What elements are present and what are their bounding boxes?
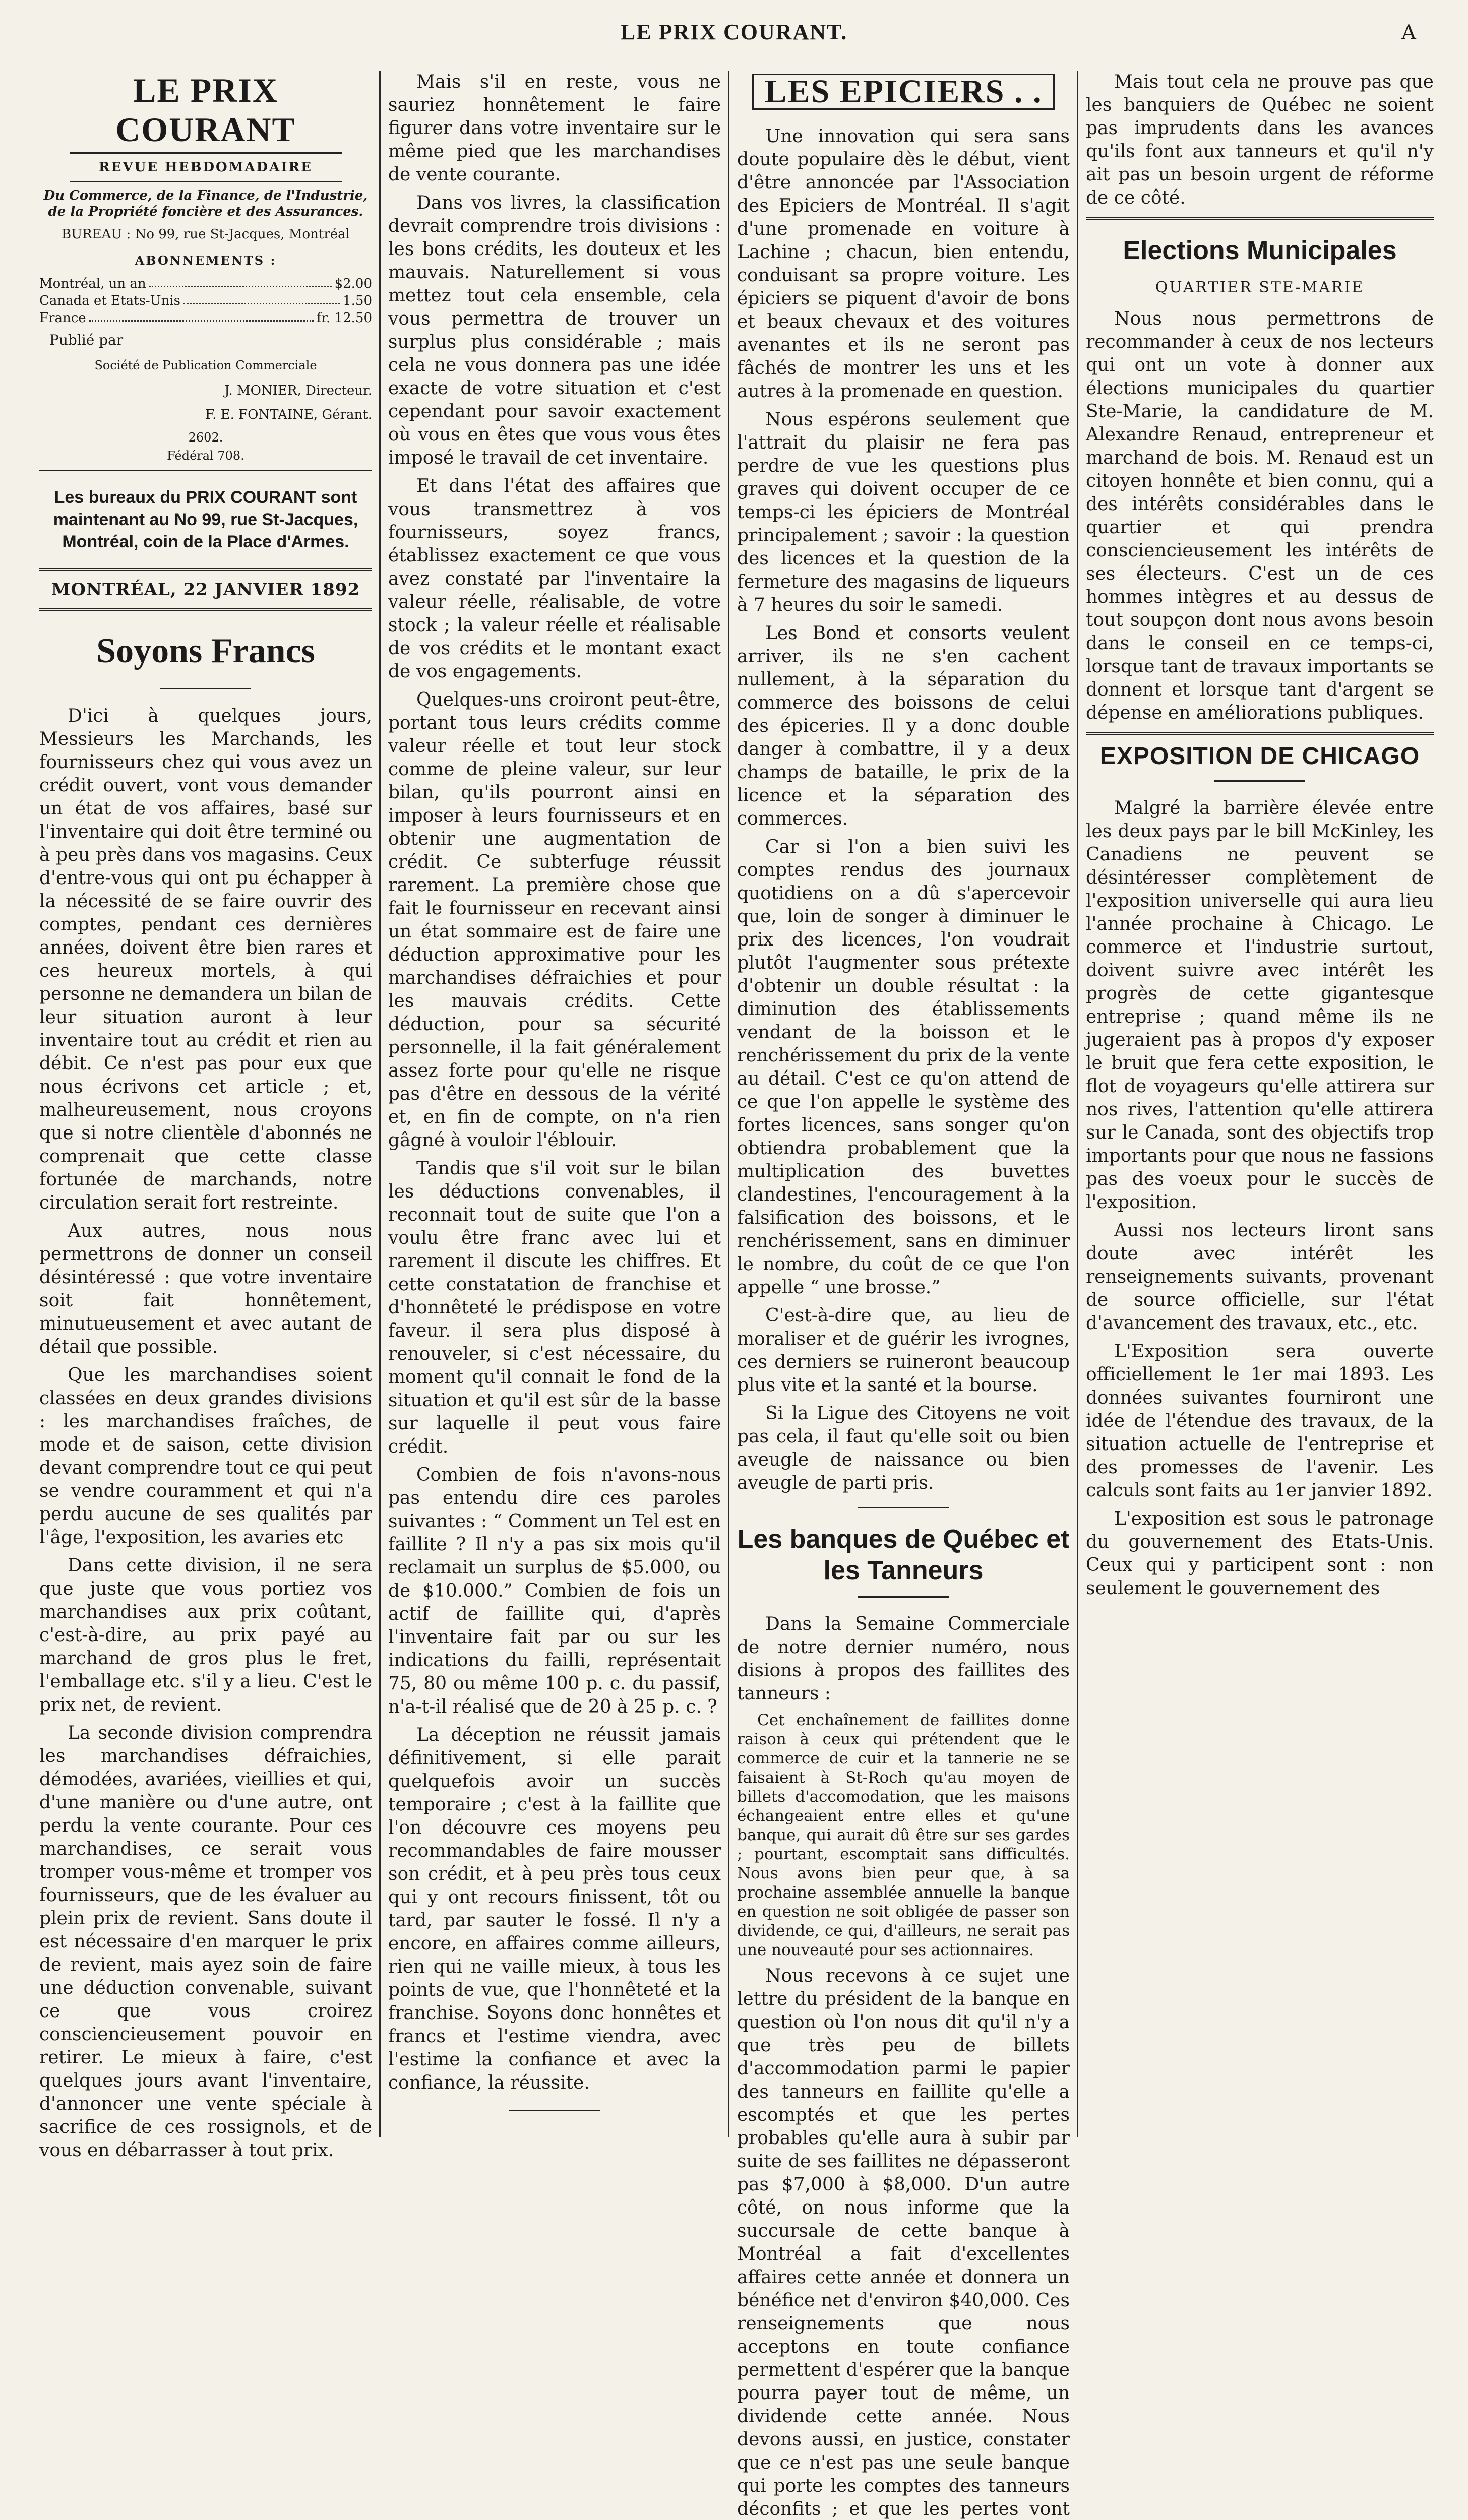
- article-paragraph: Car si l'on a bien suivi les comptes rendus des journaux quotidiens on a dû s'apercevoir que, loin de songer à diminuer le prix des licences, l'on voudrait plutôt l'augmenter sous prétexte d'obtenir un double résultat : la diminution des établissements vendant de la boisson et le renchérissement du prix de la vente au détail. C'est ce qu'on attend de ce que l'on appelle le système des fortes licences, sans songer qu'on obtiendra probablement que la multiplication des buvettes clandestines, l'encouragement à la falsification des boissons, et le renchérissement, sans en diminuer le nombre, du coût de ce que l'on appelle “ une brosse.”: [737, 837, 1070, 1298]
- masthead-office: BUREAU : No 99, rue St-Jacques, Montréal: [62, 227, 350, 242]
- article-paragraph: Nous recevons à ce sujet une lettre du président de la banque en question où l'on nous dit qu'il n'y a que très peu de billets d'accommodation parmi le papier des tanneurs en faillite qu'elle a escomptés et que les pertes probables qu'elle aura à subir par suite de ses faillites ne dépasseront pas $7,000 à $8,000. D'un autre côté, on nous informe que la succursale de cette banque à Montréal a fait d'excellentes affaires cette année et donnera un bénéfice net d'environ $40,000. Ces renseignements que nous acceptons en toute confiance permettent d'espérer que la banque pourra payer tout de même, un dividende cette année. Nous devons aussi, en justice, constater que ce n'est pas une seule banque qui porte les comptes des tanneurs déconfits ; et que les pertes vont: [737, 1966, 1070, 2519]
- article-paragraph: Nous espérons seulement que l'attrait du plaisir ne fera pas perdre de vue les questions plus graves qui doivent occuper de ce temps-ci les épiciers de Montréal principalement ; savoir : la question des licences et la question de la fermeture des magasins de liqueurs à 7 heures du soir le samedi.: [737, 409, 1070, 615]
- article-paragraph: Si la Ligue des Citoyens ne voit pas cela, il faut qu'elle soit ou bien aveugle de naissance ou bien aveugle de parti pris.: [737, 1403, 1070, 1493]
- article-paragraph: Malgré la barrière élevée entre les deux pays par le bill McKinley, les Canadiens ne peuvent se désintéresser complètement de l'exposition universelle qui aura lieu l'année prochaine à Chicago. Le commerce et l'industrie surtout, doivent suivre avec intérêt les progrès de cette gigantesque entreprise ; quand même ils ne jugeraient pas à propos d'y exposer le bruit que fera cette exposition, le flot de voyageurs qu'elle attirera sur nos rives, l'attention qu'elle attirera sur le Canada, sont des objectifs trop importants pour que nous ne fassions pas des voeux pour le succès de l'exposition.: [1086, 798, 1434, 1213]
- column-rule: [728, 71, 729, 2137]
- masthead-subtitle: REVUE HEBDOMADAIRE: [70, 152, 342, 182]
- article-title: EXPOSITION DE CHICAGO: [1099, 743, 1420, 770]
- title-rule: [858, 1596, 949, 1598]
- phone-number: 2602.: [188, 430, 223, 445]
- column-rule: [1077, 71, 1078, 2137]
- price-value: fr. 12.50: [316, 310, 372, 326]
- masthead-title: LE PRIX COURANT: [115, 71, 296, 149]
- phone-exchange: Fédéral 708.: [167, 449, 244, 463]
- article-paragraph: Mais tout cela ne prouve pas que les banquiers de Québec ne soient pas imprudents dans les avances qu'ils font aux tanneurs et qu'il n'y ait pas un besoin urgent de réforme de ce côté.: [1086, 72, 1434, 208]
- dot-leader: [184, 292, 340, 304]
- subscriptions-label: ABONNEMENTS :: [135, 253, 277, 268]
- director: J. MONIER, Directeur.: [224, 383, 372, 398]
- page-number: A: [1401, 21, 1416, 44]
- title-rule: [1214, 780, 1305, 782]
- article-paragraph: Mais s'il en reste, vous ne sauriez honnêtement le faire figurer dans votre inventaire sur le même pied que les marchandises de vente courante.: [388, 72, 721, 185]
- price-place: France: [39, 310, 86, 326]
- office-notice: Les bureaux du PRIX COURANT sont maintenant au No 99, rue St-Jacques, Montréal, coin de la Place d'Armes.: [53, 488, 358, 551]
- article-title: LES EPICIERS . .: [752, 74, 1055, 110]
- article-paragraph: Dans vos livres, la classification devrait comprendre trois divisions : les bons crédits, les douteux et les mauvais. Naturellement si vous mettez tout cela ensemble, cela vous permettra de trouver un surplus plus considérable ; mais cela ne vous donnera pas une idée exacte de votre situation et c'est cependant pour savoir exactement où vous en êtes que vous vous êtes imposé le travail de cet inventaire.: [388, 193, 721, 468]
- published-by: Publié par: [49, 332, 124, 348]
- article-paragraph: Nous nous permettrons de recommander à ceux de nos lecteurs qui ont un vote à donner aux élections municipales du quartier Ste-Marie, la candidature de M. Alexandre Renaud, entrepreneur et marchand de bois. M. Renaud est un citoyen honnête et bien connu, qui a des intérêts considérables dans le quartier et qui prendra consciencieusement les intérêts de ses électeurs. C'est un de ces hommes intègres et au dessus de tout soupçon dont nous avons besoin dans le conseil en ce temps-ci, lorsque tant de travaux importants se donnent et lorsque tant d'argent se dépense en améliorations publiques.: [1086, 308, 1434, 723]
- column-2: [388, 71, 721, 2137]
- dateline: MONTRÉAL, 22 JANVIER 1892: [51, 580, 360, 600]
- article-title: Les banques de Québec et les Tanneurs: [737, 1525, 1070, 1585]
- price-value: 1.50: [343, 293, 372, 308]
- price-value: $2.00: [334, 276, 372, 291]
- dot-leader: [89, 309, 314, 322]
- article-title: Soyons Francs: [96, 632, 315, 670]
- column-rule: [379, 71, 381, 2137]
- price-row: [39, 292, 372, 309]
- divider: [39, 470, 372, 471]
- article-paragraph: Combien de fois n'avons-nous pas entendu dire ces paroles suivantes : “ Comment un Tel est en faillite ? Il n'y a pas six mois qu'il reclamait un surplus de $5.000, ou de $10.000.” Combien de fois un actif de faillite qui, d'après l'inventaire fait par ou sur les indications du failli, représentait 75, 80 ou même 100 p. c. du passif, n'a-t-il réalisé que de 20 à 25 p. c. ?: [388, 1465, 721, 1717]
- section-rule: [858, 1507, 949, 1508]
- article-paragraph: C'est-à-dire que, au lieu de moraliser et de guérir les ivrognes, ces derniers se ruineront beaucoup plus vite et la santé et la bourse.: [737, 1305, 1070, 1396]
- article-paragraph: Dans cette division, il ne sera que juste que vous portiez vos marchandises aux prix coûtant, c'est-à-dire, au prix payé au marchand de gros plus le fret, l'emballage etc. s'il y a lieu. C'est le prix net, de revient.: [39, 1555, 372, 1715]
- article-paragraph: Une innovation qui sera sans doute populaire dès le début, vient d'être annoncée par l'Association des Epiciers de Montréal. Il s'agit d'une promenade en voiture à Lachine ; chacun, bien entendu, conduisant sa propre voiture. Les épiciers se piquent d'avoir de bons et beaux chevaux et des voitures avenantes et ils ne seront pas fâchés de montrer les uns et les autres à la promenade en question.: [737, 126, 1070, 402]
- article-paragraph: Que les marchandises soient classées en deux grandes divisions : les marchandises fraîches, de mode et de saison, cette division devant comprendre tout ce qui peut se vendre couramment et qui n'a perdu aucune de ses qualités par l'âge, l'exposition, les avaries etc: [39, 1365, 372, 1548]
- article-title: Elections Municipales: [1123, 236, 1397, 265]
- article-paragraph: L'Exposition sera ouverte officiellement le 1er mai 1893. Les données suivantes fourniront une idée de l'étendue des travaux, de la situation actuelle de l'entreprise et des promesses de l'avenir. Les calculs sont faits au 1er janvier 1892.: [1086, 1341, 1434, 1501]
- column-4: [1086, 71, 1434, 2137]
- article-paragraph: D'ici à quelques jours, Messieurs les Marchands, les fournisseurs chez qui vous avez un crédit ouvert, vont vous demander un état de vos affaires, basé sur l'inventaire qui doit être terminé ou à peu près dans vos magasins. Ceux d'entre-vous qui ont pu échapper à la nécessité de se faire ouvrir des comptes, pendant ces dernières années, doivent être bien rares et ces heureux mortels, à qui personne ne demandera un bilan de leur situation auront à leur inventaire tout au crédit et rien au débit. Ce n'est pas pour eux que nous écrivons cet article ; et, malheureusement, nous croyons que si notre clientèle d'abonnés ne comprenait que cette classe fortunée de marchands, notre circulation serait fort restreinte.: [39, 706, 372, 1213]
- article-paragraph: Aussi nos lecteurs liront sans doute avec intérêt les renseignements suivants, provenant de source officielle, sur l'état d'avancement des travaux, etc., etc.: [1086, 1220, 1434, 1334]
- title-rule: [160, 688, 251, 689]
- article-paragraph: Quelques-uns croiront peut-être, portant tous leurs crédits comme valeur réelle et tout leur stock comme de pleine valeur, sur leur bilan, qu'ils pourront ainsi en imposer à leurs fournisseurs et en obtenir une augmentation de crédit. Ce subterfuge réussit rarement. La première chose que fait le fournisseur en recevant ainsi un état sommaire est de faire une déduction approximative pour les marchandises défraichies et pour les mauvais crédits. Cette déduction, pour sa sécurité personnelle, il la fait généralement assez forte pour qu'elle ne risque pas d'être en dessous de la vérité et, en fin de compte, on n'a rien gâgné à vouloir l'éblouir.: [388, 689, 721, 1151]
- article-paragraph: Aux autres, nous nous permettrons de donner un conseil désintéressé : que votre inventaire soit fait honnêtement, minutueusement et avec autant de détail que possible.: [39, 1221, 372, 1357]
- publisher: Société de Publication Commerciale: [94, 358, 317, 372]
- article-paragraph: Les Bond et consorts veulent arriver, ils ne s'en cachent nullement, à la séparation du commerce des boissons de celui des épiceries. Il y a donc double danger à combattre, il y a deux champs de bataille, le prix de la licence et la séparation des commerces.: [737, 623, 1070, 829]
- price-place: Canada et Etats-Unis: [39, 293, 180, 308]
- masthead-description: Du Commerce, de la Finance, de l'Industrie, de la Propriété foncière et des Assurances.: [43, 188, 368, 219]
- article-paragraph: Et dans l'état des affaires que vous transmettrez à vos fournisseurs, soyez francs, établissez exactement ce que vous avez constaté par l'inventaire la valeur réelle, réalisable, de votre stock ; la valeur réelle et réalisable de vos crédits et le montant exact de vos engagements.: [388, 476, 721, 682]
- quoted-paragraph: Cet enchaînement de faillites donne raison à ceux qui prétendent que le commerce de cuir et la tannerie ne se faisaient à St-Roch qu'au moyen de billets d'accomodation, que les maisons échangeaient entre elles et qu'une banque, qui aurait dû être sur ses gardes ; pourtant, escomptait sans difficultés. Nous avons bien peur que, à sa prochaine assemblée annuelle la banque en question ne soit obligée de passer son dividende, ce qui, d'ailleurs, ne serait pas une nouveauté pour ses actionnaires.: [737, 1711, 1070, 1959]
- divider: [1086, 732, 1434, 735]
- column-1: [39, 71, 372, 2161]
- column-3: [737, 71, 1070, 2519]
- article-paragraph: La seconde division comprendra les marchandises défraichies, démodées, avariées, vieillies et qui, d'une manière ou d'une autre, ont perdu la vente courante. Pour ces marchandises, ce serait vous tromper vous-même et tromper vos fournisseurs, que de les évaluer au plein prix de revient. Sans doute il est nécessaire d'en marquer le prix de revient, mais ayez soin de faire une déduction convenable, suivant ce que vous croirez consciencieusement pouvoir en retirer. Le mieux à faire, c'est quelques jours avant l'inventaire, d'annoncer une vente spéciale à sacrifice de ces rossignols, et de vous en débarrasser à tout prix.: [39, 1723, 372, 2161]
- price-row: [39, 275, 372, 292]
- article-paragraph: La déception ne réussit jamais définitivement, si elle parait quelquefois avoir un succès temporaire ; c'est à la faillite que l'on découvre ces moyens peu recommandables de faire mousser son crédit, et à peu près tous ceux qui y ont recours finissent, tôt ou tard, par sauter le fossé. Il n'y a encore, en affaires comme ailleurs, rien qui ne vaille mieux, à tous les points de vue, que l'honnêteté et la franchise. Soyons donc honnêtes et francs et l'estime viendra, avec l'estime la confiance et avec la confiance, la réussite.: [388, 1725, 721, 2093]
- article-paragraph: L'exposition est sous le patronage du gouvernement des Etats-Unis. Ceux qui y participent sont : non seulement le gouvernement des: [1086, 1508, 1434, 1599]
- divider: [39, 568, 372, 571]
- running-head: LE PRIX COURANT.: [620, 20, 848, 44]
- divider: [1086, 217, 1434, 220]
- price-place: Montréal, un an: [39, 276, 146, 291]
- article-paragraph: Dans la Semaine Commerciale de notre dernier numéro, nous disions à propos des faillites des tanneurs :: [737, 1614, 1070, 1704]
- divider: [39, 608, 372, 611]
- price-row: [39, 309, 372, 327]
- dot-leader: [149, 275, 332, 287]
- end-rule: [509, 2110, 600, 2111]
- article-subtitle: QUARTIER STE-MARIE: [1155, 279, 1365, 296]
- manager: F. E. FONTAINE, Gérant.: [205, 407, 372, 422]
- article-paragraph: Tandis que s'il voit sur le bilan les déductions convenables, il reconnait tout de suite que l'on a voulu être franc avec lui et rarement il discute les chiffres. Et cette constatation de franchise et d'honnêteté le prédispose en votre faveur. il sera plus disposé à renouveler, si c'est nécessaire, du moment qu'il connait le fond de la situation et qu'il est sûr de la basse sur laquelle il peut vous faire crédit.: [388, 1158, 721, 1457]
